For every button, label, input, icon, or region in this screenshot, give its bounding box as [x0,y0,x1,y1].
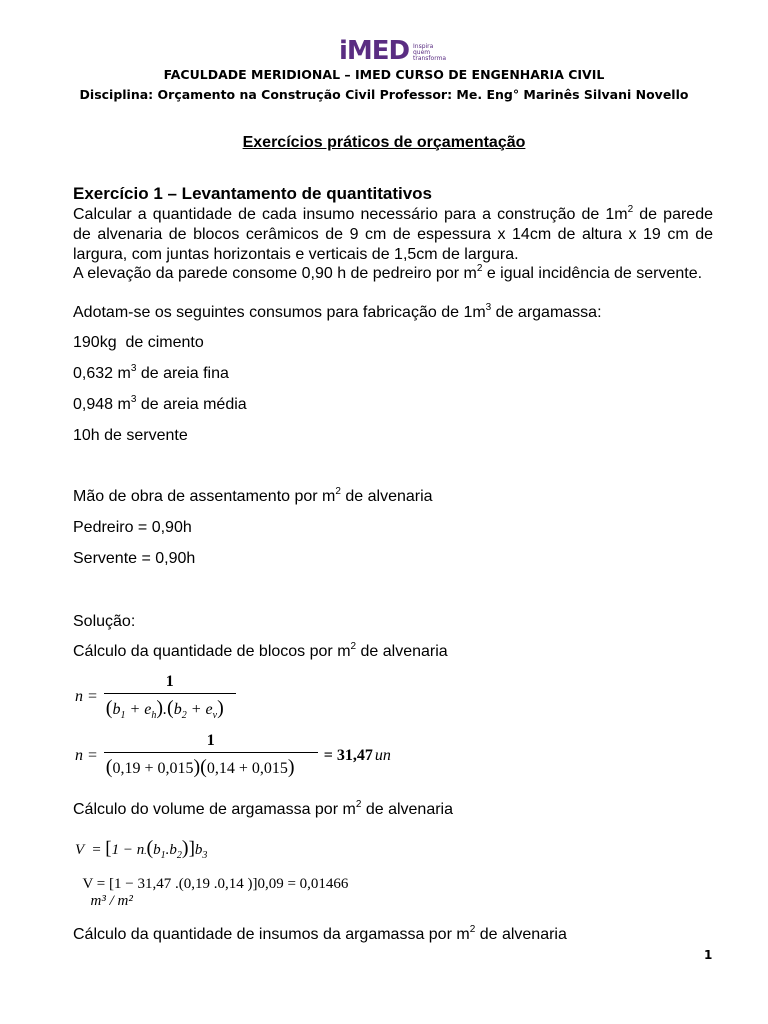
labor-text: e igual incidência de servente. [482,265,703,282]
calc-text: Cálculo da quantidade de blocos por m [73,643,351,660]
formula-unit: un [374,746,391,764]
solucao-label: Solução: [73,613,136,630]
formula-volume-general: $V = [1 - n.(b_1.b_2)]b_3$ [75,837,208,861]
mao-obra-heading [73,487,433,507]
exponent: 2 [355,799,362,810]
logo-tagline-line: transforma [413,55,447,62]
formula-blocks-general [75,673,236,721]
consumo-label: de areia média [136,396,247,413]
formula-blocks-numeric [75,732,391,779]
page-number: 1 [704,948,713,962]
calc-text: de alvenaria [475,926,567,943]
exercise-consumption-intro [73,303,602,323]
calc-text: Cálculo do volume de argamassa por m [73,801,356,818]
discipline-header: Disciplina: Orçamento na Construção Civil Professor: Me. Eng° Marinês Silvani Novello [79,87,689,102]
mao-obra-text: de alvenaria [340,488,433,505]
formula-lhs: n = [75,746,98,764]
formula-denominator: (0,19 + 0,015)(0,14 + 0,015) [104,752,318,779]
formula-numerator: 1 [165,673,174,690]
mao-obra-text: Mão de obra de assentamento por m [73,488,336,505]
consumo-servente: 10h de servente [73,427,188,444]
formula-numerator: 1 [206,732,215,749]
formula-volume-expression: V = [1 − 31,47 .(0,19 .0,14 )]0,09 = 0,01466 [82,876,349,892]
formula-fraction [104,673,236,721]
logo-wordmark: iMED [339,36,410,66]
institution-header: FACULDADE MERIDIONAL – IMED CURSO DE ENGENHARIA CIVIL [163,67,605,82]
exponent: 2 [627,204,634,215]
consumo-areia-media [73,395,247,415]
calc-text: Cálculo da quantidade de insumos da argamassa por m [73,926,470,943]
consumption-intro-text: de argamassa: [491,304,602,321]
imed-logo [339,36,449,68]
formula-volume-unit: m³ / m² [90,893,133,909]
exponent: 3 [130,363,137,374]
statement-text: de parede de alvenaria de blocos cerâmicos de 9 cm de espessura x 14cm de altura x 19 cm de largura, com juntas horizontais e verticais de 1,5cm de largura. [73,206,714,263]
formula-denominator: $(b_1 + e_h).(b_2 + e_v)$ [104,693,236,721]
exponent: 2 [476,263,483,274]
labor-text: A elevação da parede consome 0,90 h de pedreiro por m [73,265,477,282]
exercise-labor-note [73,264,713,284]
calc-volume-heading [73,800,453,820]
exponent: 3 [130,394,137,405]
consumo-cimento: 190kg de cimento [73,334,204,351]
exercise-heading: Exercício 1 – Levantamento de quantitativos [73,184,433,203]
logo-tagline-line: quem [413,49,431,56]
consumo-value: 0,948 m [73,396,131,413]
exponent: 2 [469,924,476,935]
calc-insumos-heading [73,925,567,945]
exponent: 3 [485,302,492,313]
formula-fraction [104,732,318,779]
formula-result: = 31,47 [323,746,373,764]
consumo-label: de areia fina [136,365,229,382]
mao-obra-servente: Servente = 0,90h [73,550,196,567]
formula-volume-numeric [75,859,348,910]
consumo-value: 0,632 m [73,365,131,382]
exponent: 2 [335,486,341,497]
exercise-statement [73,205,713,265]
mao-obra-pedreiro: Pedreiro = 0,90h [73,519,192,536]
logo-tagline-line: Inspira [413,43,434,50]
consumption-intro-text: Adotam-se os seguintes consumos para fabricação de 1m [73,304,486,321]
calc-blocos-heading [73,642,448,662]
page-title: Exercícios práticos de orçamentação [242,134,526,151]
statement-text: Calcular a quantidade de cada insumo necessário para a construção de 1m [73,206,628,223]
calc-text: de alvenaria [361,801,453,818]
consumo-areia-fina [73,364,229,384]
exponent: 2 [350,641,357,652]
formula-lhs: n = [75,688,98,706]
logo-tagline [413,44,446,62]
calc-text: de alvenaria [356,643,448,660]
